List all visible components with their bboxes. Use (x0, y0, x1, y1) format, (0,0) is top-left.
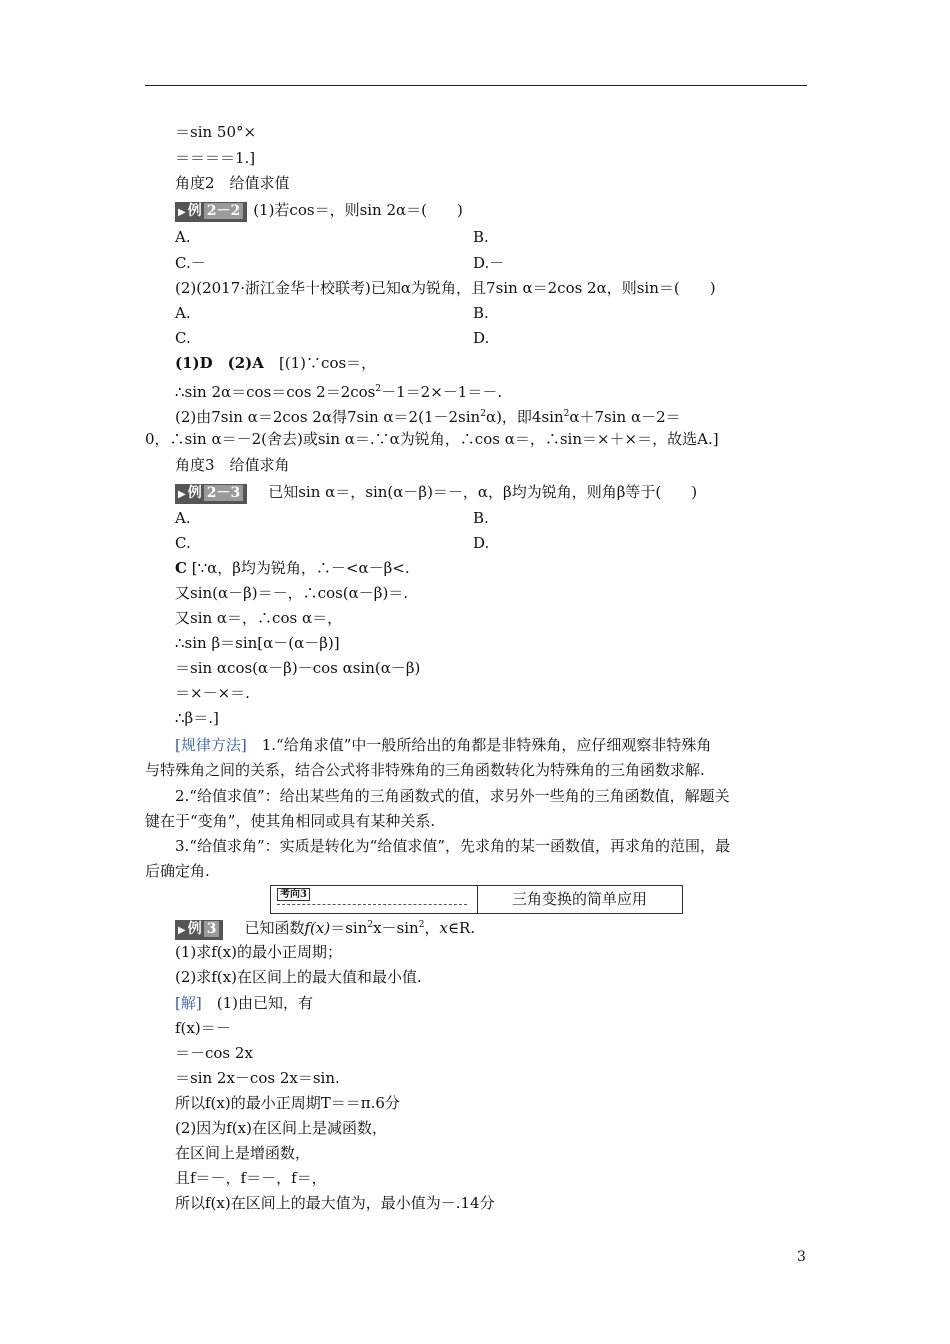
page-number: 3 (797, 1249, 806, 1265)
solution-line: ＝sin 2x－cos 2x＝sin. (175, 1069, 340, 1087)
answer-line: (1)D (2)A [(1)∵cos＝， (175, 354, 377, 372)
solution-line: ＝－cos 2x (175, 1044, 253, 1062)
question-part: (1)求f(x)的最小正周期； (175, 943, 342, 961)
option-b: B. (473, 228, 489, 246)
answer-line: ＝×－×＝. (175, 684, 250, 702)
header-rule (145, 85, 807, 86)
answer-line: 0，∴sin α＝－2(舍去)或sin α＝.∵α为锐角，∴cos α＝，∴sin＝×＋×＝，故选A.] (145, 430, 719, 448)
answer-line: 又sin α＝，∴cos α＝， (175, 609, 343, 627)
solution-line: 且f＝－，f＝－，f＝， (175, 1169, 327, 1187)
section-banner (270, 885, 683, 914)
method-line: 2.“给值求值”：给出某些角的三角函数式的值，求另外一些角的三角函数值，解题关 (175, 787, 730, 805)
option-a: A. (175, 304, 191, 322)
dashed-line (277, 904, 467, 905)
answer-line: ＝sin αcos(α－β)－cos αsin(α－β) (175, 659, 421, 677)
section-title: 三角变换的简单应用 (511, 890, 647, 908)
option-d: D. (473, 534, 490, 552)
method-line: 后确定角. (145, 862, 210, 880)
option-a: A. (175, 228, 191, 246)
option-c: C. (175, 329, 191, 347)
method-line: [规律方法] 1.“给角求值”中一般所给出的角都是非特殊角，应仔细观察非特殊角 (175, 736, 712, 754)
answer-line: (2)由7sin α＝2cos 2α得7sin $\alpha=2(1-2\sin^2\alpha)$，即$4\sin^2\alpha+7\sin$ α－2＝ (175, 408, 681, 426)
text-line: ＝sin 50°× (175, 123, 257, 141)
solution-line: f(x)＝－ (175, 1019, 231, 1037)
section-tag-area (271, 886, 478, 913)
option-a: A. (175, 509, 191, 527)
option-d: D. (473, 329, 490, 347)
solution-line: [解] (1)由已知，有 (175, 994, 313, 1012)
option-c: C.－ (175, 254, 206, 272)
example-2-2-question-2: (2)(2017·浙江金华十校联考)已知α为锐角，且7sin α＝2cos 2α，则sin＝( ) (175, 279, 716, 297)
example-2-2-question: ▶ 例 2－2 (1)若cos＝，则sin 2α＝( ) (175, 200, 463, 222)
solution-line: 在区间上是增函数， (175, 1144, 311, 1162)
example-2-3-question: ▶ 例 2－3 已知sin α＝，sin(α－β)＝－，α，β均为锐角，则角β等于( ) (175, 482, 697, 504)
angle-3-heading: 角度3 给值求角 (175, 456, 290, 474)
solution-line: 所以f(x)在区间上的最大值为，最小值为－.14分 (175, 1194, 495, 1212)
option-b: B. (473, 509, 489, 527)
text-line: ＝＝＝＝1.] (175, 149, 256, 167)
answer-line: 又sin(α－β)＝－，∴cos(α－β)＝. (175, 584, 409, 602)
method-line: 键在于“变角”，使其角相同或具有某种关系. (145, 812, 436, 830)
method-label: [规律方法] (175, 736, 247, 754)
angle-2-heading: 角度2 给值求值 (175, 174, 290, 192)
answer-line: ∴β＝.] (175, 709, 219, 727)
question-part: (2)求f(x)在区间上的最大值和最小值. (175, 968, 422, 986)
option-d: D.－ (473, 254, 505, 272)
triangle-icon: ▶ (178, 489, 186, 500)
option-c: C. (175, 534, 191, 552)
answer-head: (1)D (2)A (175, 354, 264, 372)
method-line: 与特殊角之间的关系，结合公式将非特殊角的三角函数转化为特殊角的三角函数求解. (145, 761, 705, 779)
example-tag: ▶ 例 3 (175, 920, 223, 940)
option-b: B. (473, 304, 489, 322)
example-tag: ▶ 例 2－2 (175, 202, 247, 222)
answer-line: ∴sin β＝sin[α－(α－β)] (175, 634, 340, 652)
example-3-question: ▶ 例 3 已知函数$f(x)=\sin^2x-\sin^2$，x∈R. (175, 915, 475, 940)
section-tag: 考向3 (277, 888, 310, 901)
solution-line: (2)因为f(x)在区间上是减函数， (175, 1119, 387, 1137)
solution-label: [解] (175, 994, 202, 1012)
answer-line: C [∵α，β均为锐角，∴－<α－β<. (175, 559, 410, 577)
method-line: 3.“给值求角”：实质是转化为“给值求值”，先求角的某一函数值，再求角的范围，最 (175, 837, 730, 855)
triangle-icon: ▶ (178, 207, 186, 218)
solution-line: 所以f(x)的最小正周期T＝＝π.6分 (175, 1094, 400, 1112)
answer-line: ∴sin 2α＝cos＝cos $2=2\cos^2-1=2\times-1=-$. (175, 383, 503, 401)
answer-head: C (175, 559, 187, 577)
example-tag: ▶ 例 2－3 (175, 484, 247, 504)
triangle-icon: ▶ (178, 925, 186, 936)
